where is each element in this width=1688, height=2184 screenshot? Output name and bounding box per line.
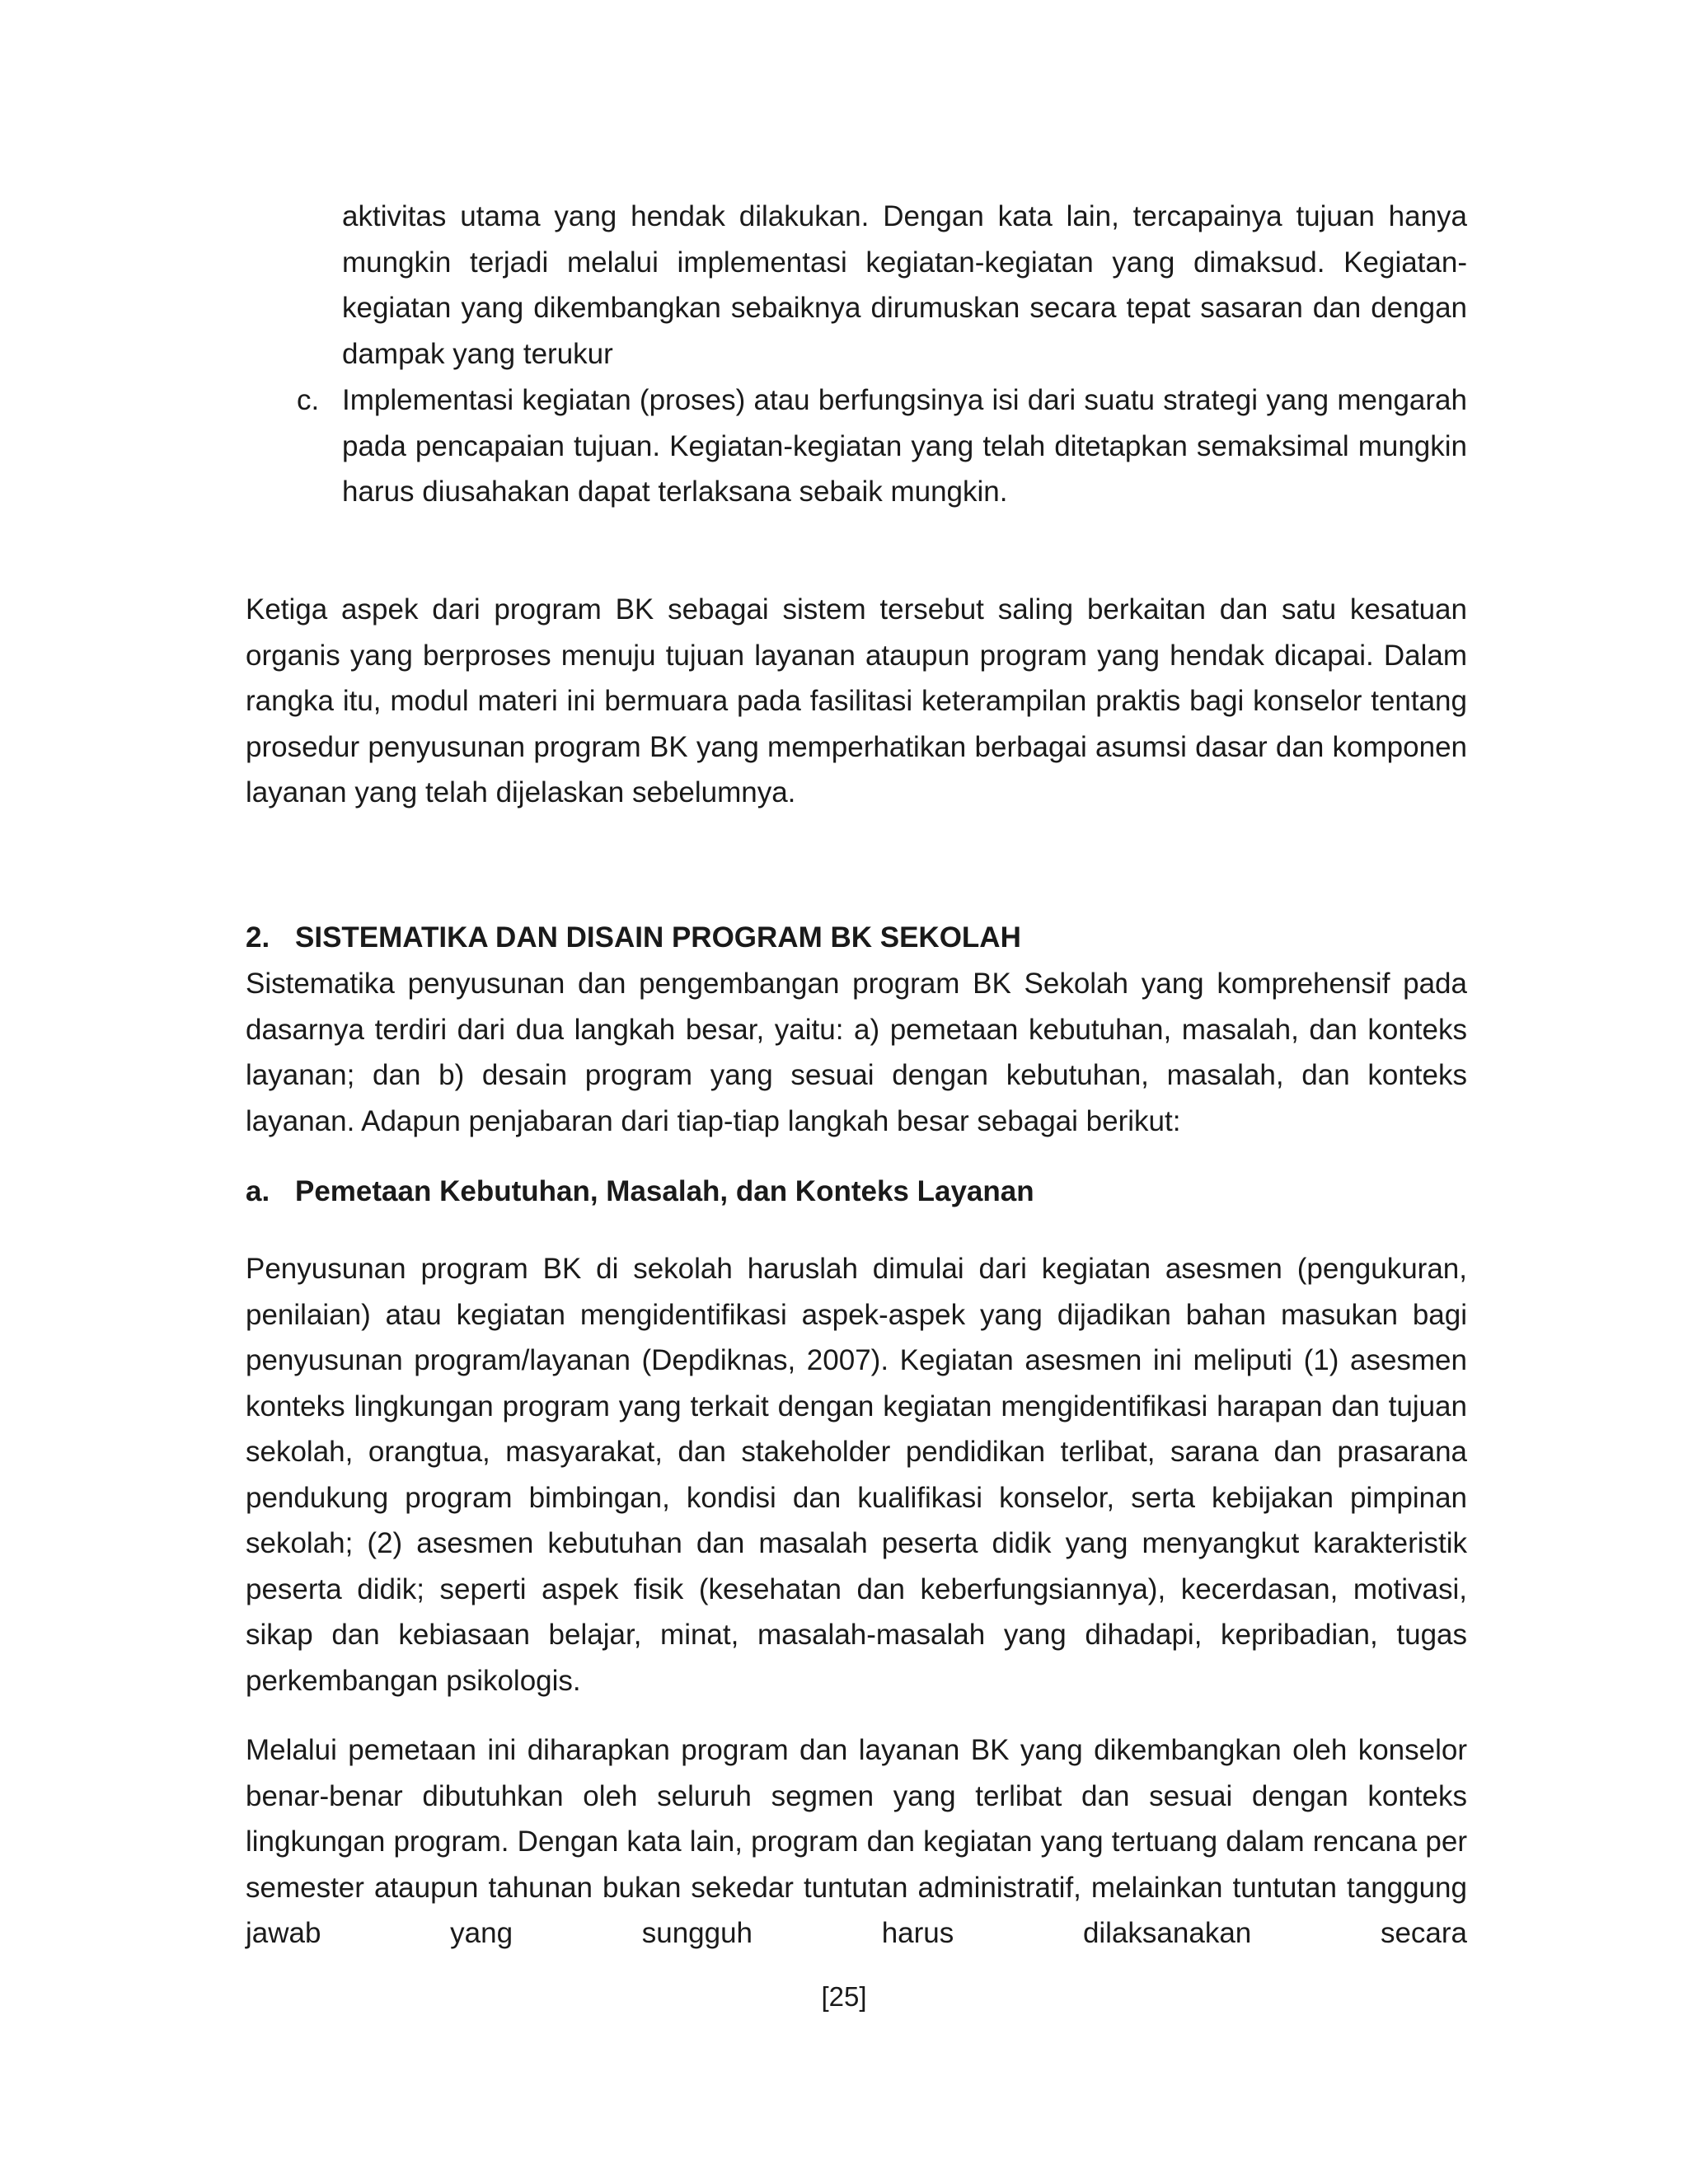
list-item-c	[297, 377, 1467, 515]
section-2-paragraph-text: Sistematika penyusunan dan pengembangan program BK Sekolah yang komprehensif pada dasarnya terdiri dari dua langkah besar, yaitu: a) pemetaan kebutuhan, masalah, dan konteks layanan; dan b) desain program yang sesuai dengan kebutuhan, masalah, dan konteks layanan. Adapun penjabaran dari tiap-tiap langkah besar sebagai berikut:	[246, 968, 1467, 1137]
paragraph-summary-text: Ketiga aspek dari program BK sebagai sistem tersebut saling berkaitan dan satu kesatuan organis yang berproses menuju tujuan layanan ataupun program yang hendak dicapai. Dalam rangka itu, modul materi ini bermuara pada fasilitasi keterampilan praktis bagi konselor tentang prosedur penyusunan program BK yang memperhatikan berbagai asumsi dasar dan komponen layanan yang telah dijelaskan sebelumnya.	[246, 593, 1467, 808]
subsection-number: a.	[246, 1175, 270, 1207]
section-title: SISTEMATIKA DAN DISAIN PROGRAM BK SEKOLAH	[295, 921, 1021, 954]
list-item-c-text: Implementasi kegiatan (proses) atau berfungsinya isi dari suatu strategi yang mengarah pada pencapaian tujuan. Kegiatan-kegiatan yang telah ditetapkan semaksimal mungkin harus diusahakan dapat terlaksana sebaik mungkin.	[342, 384, 1467, 508]
subsection-a-paragraph-2-text: Melalui pemetaan ini diharapkan program dan layanan BK yang dikembangkan oleh konselor benar-benar dibutuhkan oleh seluruh segmen yang terlibat dan sesuai dengan konteks lingkungan program. Dengan kata lain, program dan kegiatan yang tertuang dalam rencana per semester ataupun tahunan bukan sekedar tuntutan administratif, melainkan tuntutan tanggung jawab yang sungguh harus dilaksanakan secara	[246, 1734, 1467, 1949]
page-number: [25]	[821, 1981, 867, 2012]
list-item-b-continuation	[342, 194, 1467, 377]
section-number: 2.	[246, 921, 270, 954]
subsection-heading-a	[246, 1169, 1034, 1215]
list-continuation-text: aktivitas utama yang hendak dilakukan. Dengan kata lain, tercapainya tujuan hanya mungkin terjadi melalui implementasi kegiatan-kegiatan yang dimaksud. Kegiatan-kegiatan yang dikembangkan sebaiknya dirumuskan secara tepat sasaran dan dengan dampak yang terukur	[342, 200, 1467, 370]
subsection-a-paragraph-1	[246, 1246, 1467, 1704]
section-2-paragraph	[246, 961, 1467, 1144]
list-marker-c: c.	[297, 384, 320, 416]
subsection-a-paragraph-1-text: Penyusunan program BK di sekolah haruslah dimulai dari kegiatan asesmen (pengukuran, penilaian) atau kegiatan mengidentifikasi aspek-aspek yang dijadikan bahan masukan bagi penyusunan program/layanan (Depdiknas, 2007). Kegiatan asesmen ini meliputi (1) asesmen konteks lingkungan program yang terkait dengan kegiatan mengidentifikasi harapan dan tujuan sekolah, orangtua, masyarakat, dan stakeholder pendidikan terlibat, sarana dan prasarana pendukung program bimbingan, kondisi dan kualifikasi konselor, serta kebijakan pimpinan sekolah; (2) asesmen kebutuhan dan masalah peserta didik yang menyangkut karakteristik peserta didik; seperti aspek fisik (kesehatan dan keberfungsiannya), kecerdasan, motivasi, sikap dan kebiasaan belajar, minat, masalah-masalah yang dihadapi, kepribadian, tugas perkembangan psikologis.	[246, 1253, 1467, 1697]
section-heading-2	[246, 915, 1021, 961]
subsection-title: Pemetaan Kebutuhan, Masalah, dan Konteks Layanan	[295, 1175, 1034, 1207]
paragraph-summary	[246, 587, 1467, 816]
subsection-a-paragraph-2	[246, 1727, 1467, 1957]
